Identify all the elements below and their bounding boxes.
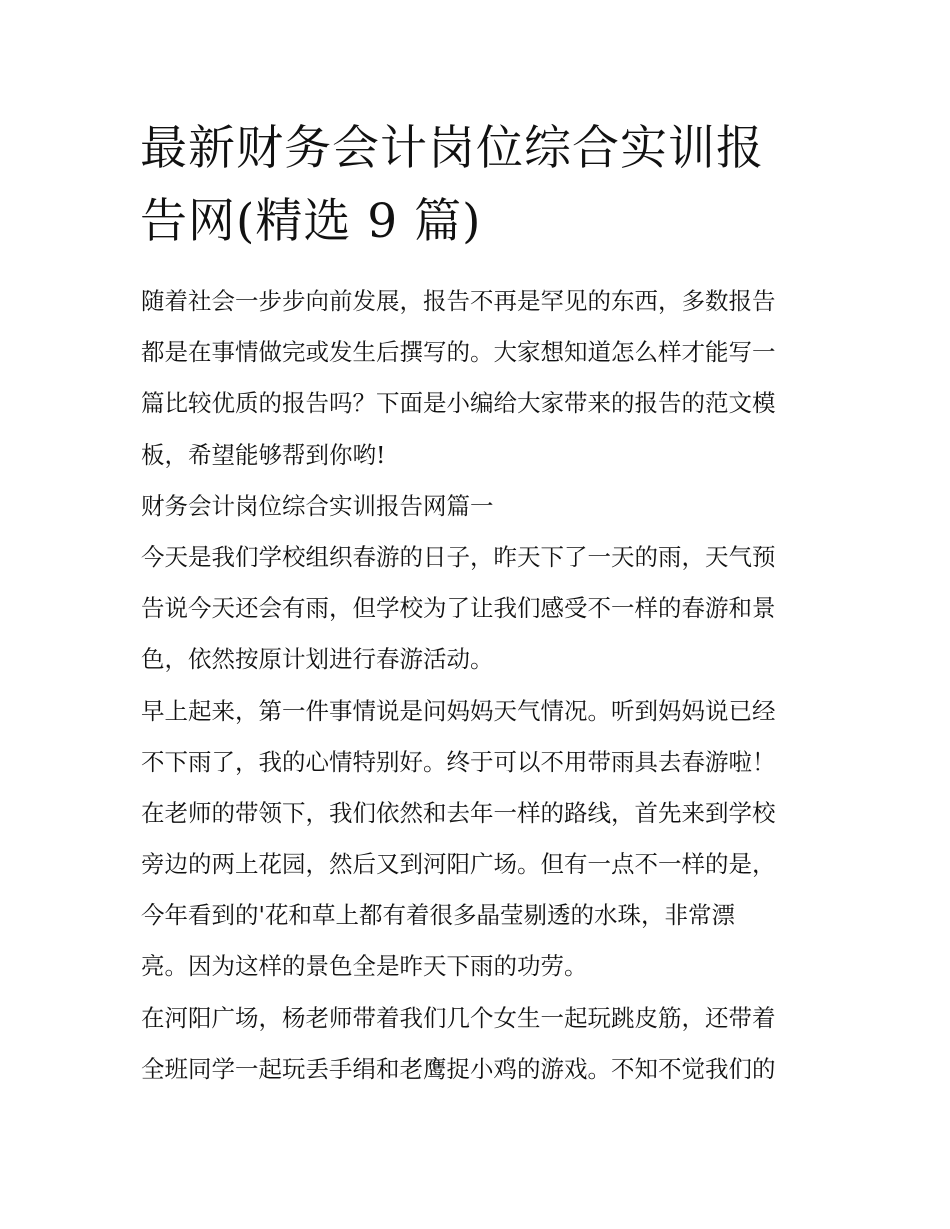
- section-heading: 财务会计岗位综合实训报告网篇一: [141, 491, 494, 520]
- text-line: 告说今天还会有雨，但学校为了让我们感受不一样的春游和景: [141, 594, 776, 623]
- text-line: 全班同学一起玩丢手绢和老鹰捉小鸡的游戏。不知不觉我们的: [141, 1054, 776, 1083]
- text-line: 色，依然按原计划进行春游活动。: [141, 645, 494, 674]
- title-line-1: 最新财务会计岗位综合实训报: [140, 121, 764, 176]
- text-line: 板，希望能够帮到你哟!: [141, 440, 386, 469]
- page-title: [140, 112, 820, 258]
- text-line: 旁边的两上花园，然后又到河阳广场。但有一点不一样的是，: [141, 850, 776, 879]
- text-line: 随着社会一步步向前发展，报告不再是罕见的东西，多数报告: [141, 287, 776, 315]
- body-text: [141, 276, 831, 1095]
- text-line: 今年看到的'花和草上都有着很多晶莹剔透的水珠，非常漂: [141, 901, 735, 930]
- text-line: 不下雨了，我的心情特别好。终于可以不用带雨具去春游啦！: [141, 747, 776, 776]
- text-line: 在老师的带领下，我们依然和去年一样的路线，首先来到学校: [141, 798, 776, 827]
- text-line: 今天是我们学校组织春游的日子，昨天下了一天的雨，天气预: [141, 542, 776, 571]
- text-line: 在河阳广场，杨老师带着我们几个女生一起玩跳皮筋，还带着: [141, 1003, 776, 1032]
- text-line: 亮。因为这样的景色全是昨天下雨的功劳。: [141, 952, 588, 981]
- title-line-2: 告网(精选 9 篇): [140, 194, 482, 249]
- text-line: 早上起来，第一件事情说是问妈妈天气情况。听到妈妈说已经: [141, 696, 776, 725]
- text-line: 都是在事情做完或发生后撰写的。大家想知道怎么样才能写一: [141, 338, 776, 367]
- text-line: 篇比较优质的报告吗？下面是小编给大家带来的报告的范文模: [141, 389, 776, 418]
